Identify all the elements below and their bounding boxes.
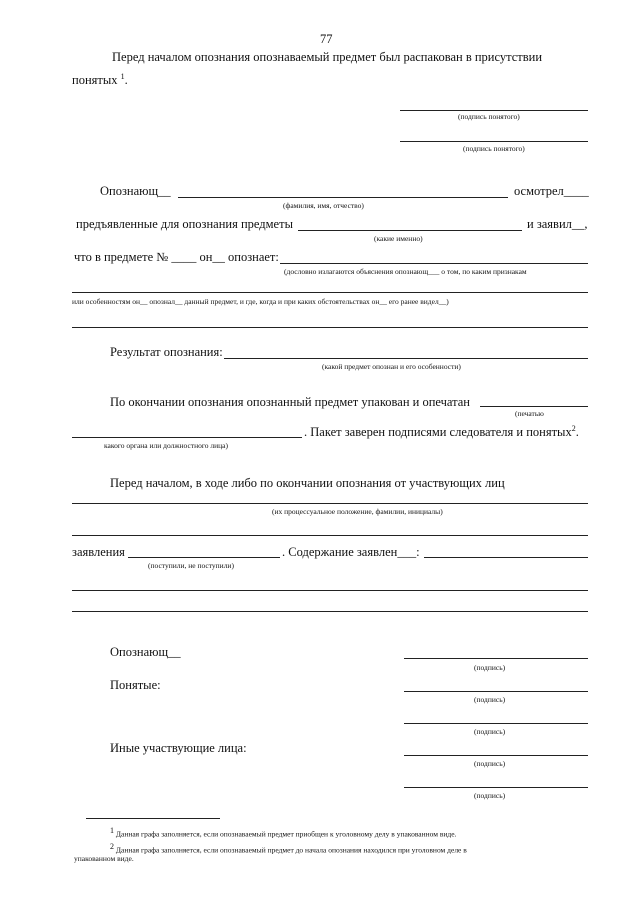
- sealed-period: .: [575, 425, 579, 440]
- statements-received-line[interactable]: [128, 557, 280, 558]
- items-label: предъявленные для опознания предметы: [76, 217, 293, 231]
- items-line[interactable]: [298, 230, 522, 231]
- witness-signature-caption-2: (подпись понятого): [463, 144, 525, 153]
- identifies-caption-1: (дословно излагаются объяснения опознающ___ о том, по каким признакам: [284, 267, 527, 276]
- page-number: 77: [320, 32, 333, 46]
- signature-caption-witness-2: (подпись): [474, 727, 506, 736]
- signature-caption-identifier: (подпись): [474, 663, 506, 672]
- statements-content-label: . Содержание заявлен___:: [282, 545, 420, 559]
- intro-period: .: [124, 73, 128, 88]
- signature-others-label: Иные участвующие лица:: [110, 741, 247, 755]
- signature-line-identifier[interactable]: [404, 658, 588, 659]
- seal-organ-caption: какого органа или должностного лица): [104, 441, 228, 450]
- statements-persons-line-2[interactable]: [72, 535, 588, 536]
- footnote-2: [110, 842, 467, 855]
- identifier-caption: (фамилия, имя, отчество): [283, 201, 364, 210]
- statements-content-line-2[interactable]: [72, 590, 588, 591]
- signature-line-witness-1[interactable]: [404, 691, 588, 692]
- signature-line-other-1[interactable]: [404, 755, 588, 756]
- signature-caption-witness-1: (подпись): [474, 695, 506, 704]
- footnote-2-continued: упакованном виде.: [74, 854, 134, 863]
- signature-witnesses-label: Понятые:: [110, 678, 161, 692]
- identifies-line-3[interactable]: [72, 327, 588, 328]
- footnote-1-text: Данная графа заполняется, если опознаваемый предмет приобщен к уголовному делу в упакованном виде.: [115, 829, 457, 839]
- signature-caption-other-1: (подпись): [474, 759, 506, 768]
- statements-intro: Перед началом, в ходе либо по окончании опознания от участвующих лиц: [110, 476, 505, 490]
- witness-signature-line-2[interactable]: [400, 141, 588, 142]
- seal-organ-line[interactable]: [72, 437, 302, 438]
- statements-received-caption: (поступили, не поступили): [148, 561, 234, 570]
- identifier-name-line[interactable]: [178, 197, 508, 198]
- signature-caption-other-2: (подпись): [474, 791, 506, 800]
- identifies-line[interactable]: [280, 263, 588, 264]
- footnote-ref-2: 2: [571, 424, 576, 433]
- signature-identifier-label: Опознающ__: [110, 645, 181, 659]
- statements-persons-caption: (их процессуальное положение, фамилии, инициалы): [272, 507, 443, 516]
- witness-signature-caption-1: (подпись понятого): [458, 112, 520, 121]
- sealed-text: [304, 424, 579, 440]
- items-caption: (какие именно): [374, 234, 423, 243]
- result-caption: (какой предмет опознан и его особенности): [322, 362, 461, 371]
- seal-caption: (печатью: [515, 409, 544, 418]
- statements-label: заявления: [72, 545, 125, 559]
- identifies-line-2[interactable]: [72, 292, 588, 293]
- statements-content-line-3[interactable]: [72, 611, 588, 612]
- footnote-2-mark: 2: [110, 842, 114, 851]
- footnote-1-mark: 1: [110, 826, 114, 835]
- identifies-label: что в предмете № ____ он__ опознает:: [74, 250, 279, 264]
- footnote-1: [110, 826, 456, 839]
- statements-persons-line[interactable]: [72, 503, 588, 504]
- signature-line-other-2[interactable]: [404, 787, 588, 788]
- packed-text: По окончании опознания опознанный предмет упакован и опечатан: [110, 395, 470, 409]
- signature-line-witness-2[interactable]: [404, 723, 588, 724]
- intro-word: понятых: [72, 73, 118, 88]
- statements-content-line[interactable]: [424, 557, 588, 558]
- witness-signature-line-1[interactable]: [400, 110, 588, 111]
- footnote-2-text: Данная графа заполняется, если опознаваемый предмет до начала опознания находился при уголовном деле в: [115, 845, 467, 855]
- intro-line-2: [72, 72, 128, 88]
- inspected-label: осмотрел____: [514, 184, 589, 198]
- intro-line-1: Перед началом опознания опознаваемый предмет был распакован в присутствии: [112, 50, 543, 64]
- footnote-separator: [86, 818, 220, 819]
- sealed-body: . Пакет заверен подписями следователя и понятых: [304, 425, 572, 440]
- identifier-label: Опознающ__: [100, 184, 171, 198]
- result-label: Результат опознания:: [110, 345, 223, 359]
- footnote-ref-1: 1: [120, 72, 125, 81]
- identifies-caption-2: или особенностям он__ опознал__ данный предмет, и где, когда и при каких обстоятельствах он__ его ранее видел__): [72, 297, 449, 306]
- seal-line[interactable]: [480, 406, 588, 407]
- stated-label: и заявил__,: [527, 217, 588, 231]
- result-line[interactable]: [224, 358, 588, 359]
